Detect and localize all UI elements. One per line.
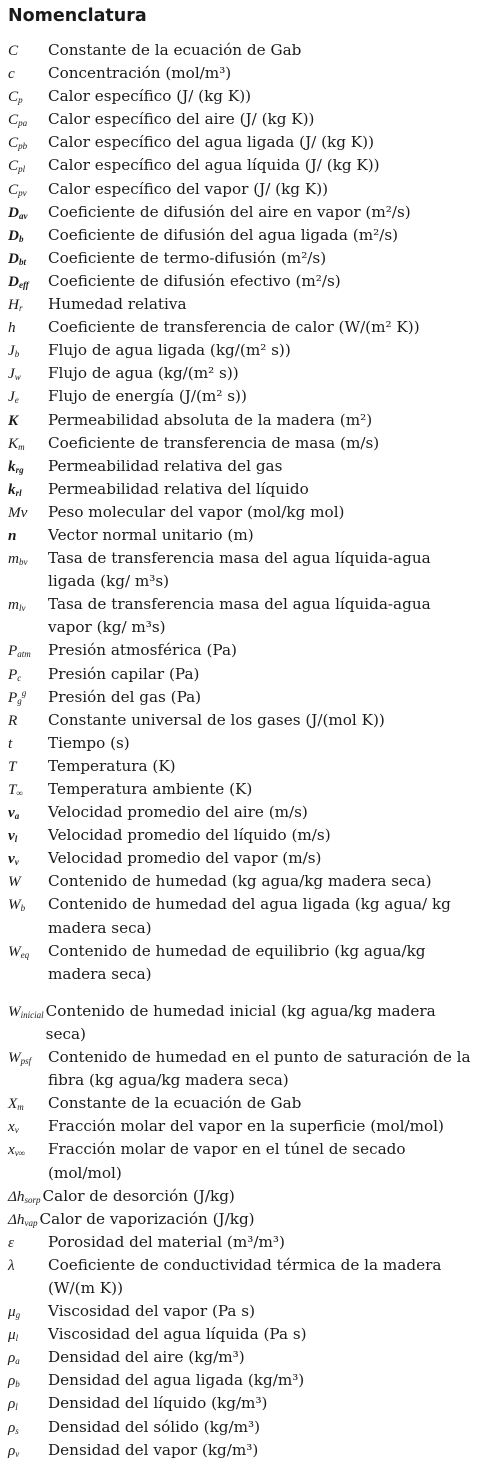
nomenclature-entry — [8, 1185, 478, 1208]
symbol-base: v — [8, 850, 15, 868]
nomenclature-entry — [8, 1092, 478, 1115]
symbol-base: n — [8, 526, 17, 544]
symbol-base: ρ — [8, 1441, 16, 1459]
symbol-subscript: bt — [18, 256, 26, 267]
entry-symbol — [8, 108, 48, 131]
entry-description: Calor específico del agua líquida (J/ (kg K)) — [48, 156, 380, 175]
symbol-subscript: e — [14, 395, 19, 406]
symbol-subscript: pa — [18, 118, 28, 129]
nomenclature-entry — [8, 39, 478, 62]
symbol-subscript: rg — [15, 464, 24, 475]
entry-description: Permeabilidad relativa del líquido — [48, 479, 309, 498]
entry-description: Densidad del líquido (kg/m³) — [48, 1394, 268, 1413]
entry-symbol — [8, 893, 48, 916]
symbol-subscript: pl — [18, 164, 26, 175]
entry-symbol — [8, 339, 48, 362]
nomenclature-entry — [8, 893, 478, 939]
entry-description: Viscosidad del agua líquida (Pa s) — [48, 1325, 307, 1344]
symbol-base: m — [8, 596, 19, 614]
entry-symbol — [8, 547, 48, 570]
symbol-base: k — [8, 457, 16, 475]
entry-description: Densidad del aire (kg/m³) — [48, 1348, 245, 1367]
symbol-base: P — [8, 642, 18, 660]
entry-description: Calor específico del aire (J/ (kg K)) — [48, 110, 315, 129]
entry-symbol — [8, 432, 48, 455]
symbol-subscript: pb — [18, 141, 28, 152]
entry-symbol — [8, 940, 48, 963]
nomenclature-entry — [8, 339, 478, 362]
nomenclature-entry — [8, 247, 478, 270]
entry-description: Coeficiente de difusión efectivo (m²/s) — [48, 271, 341, 290]
symbol-subscript: eq — [20, 949, 30, 960]
symbol-subscript: sorp — [24, 1194, 41, 1205]
nomenclature-entry — [8, 154, 478, 177]
symbol-base: J — [8, 342, 15, 360]
entry-description: Peso molecular del vapor (mol/kg mol) — [48, 502, 345, 521]
entry-description: Contenido de humedad (kg agua/kg madera seca) — [48, 872, 432, 891]
symbol-base: Δh — [8, 1187, 25, 1205]
symbol-base: J — [8, 365, 15, 383]
entry-symbol — [8, 870, 48, 893]
entry-description: Porosidad del material (m³/m³) — [48, 1232, 285, 1251]
symbol-base: h — [8, 319, 16, 337]
entry-symbol — [8, 154, 48, 177]
symbol-subscript: v — [14, 1125, 19, 1136]
entry-symbol — [8, 593, 48, 616]
nomenclature-entry — [8, 1231, 478, 1254]
entry-description: Flujo de energía (J/(m² s)) — [48, 387, 247, 406]
nomenclature-entry — [8, 593, 478, 639]
symbol-base: t — [8, 734, 13, 752]
symbol-subscript: p — [18, 95, 23, 106]
nomenclature-entry — [8, 547, 478, 593]
entry-symbol — [8, 639, 48, 662]
symbol-base: v — [8, 827, 15, 845]
entry-description: Concentración (mol/m³) — [48, 64, 232, 83]
entry-symbol — [8, 1115, 48, 1138]
entry-description: Coeficiente de conductividad térmica de la madera (W/(m K)) — [48, 1255, 442, 1297]
entry-symbol — [8, 524, 48, 547]
entry-description: Presión del gas (Pa) — [48, 687, 202, 706]
nomenclature-entry — [8, 755, 478, 778]
symbol-base: C — [8, 134, 19, 152]
nomenclature-entry — [8, 1254, 478, 1300]
entry-description: Coeficiente de termo-difusión (m²/s) — [48, 248, 327, 267]
nomenclature-entry — [8, 270, 478, 293]
entry-description: Presión capilar (Pa) — [48, 664, 200, 683]
symbol-subscript: l — [14, 834, 18, 845]
entry-description: Calor de vaporización (J/kg) — [39, 1209, 255, 1228]
entry-symbol — [8, 178, 48, 201]
entry-description: Temperatura (K) — [48, 756, 176, 775]
nomenclature-entry — [8, 455, 478, 478]
nomenclature-entry — [8, 1300, 478, 1323]
entry-symbol — [8, 1138, 48, 1161]
symbol-subscript: eff — [18, 279, 29, 290]
nomenclature-entry — [8, 639, 478, 662]
entry-symbol — [8, 824, 48, 847]
entry-description: Densidad del vapor (kg/m³) — [48, 1440, 259, 1459]
nomenclature-entry — [8, 847, 478, 870]
symbol-base: K — [8, 411, 19, 429]
nomenclature-entry — [8, 201, 478, 224]
entry-symbol — [8, 1208, 38, 1231]
nomenclature-entry — [8, 870, 478, 893]
symbol-base: λ — [8, 1256, 15, 1274]
nomenclature-entry — [8, 824, 478, 847]
symbol-base: x — [8, 1118, 15, 1136]
entry-symbol — [8, 247, 48, 270]
symbol-base: C — [8, 42, 19, 59]
entry-description: Humedad relativa — [48, 295, 187, 314]
symbol-base: ρ — [8, 1418, 16, 1436]
nomenclature-entry — [8, 1346, 478, 1369]
entry-description: Tiempo (s) — [48, 733, 130, 752]
entry-description: Constante de la ecuación de Gab — [48, 41, 302, 59]
nomenclature-entry — [8, 432, 478, 455]
symbol-base: μ — [8, 1326, 16, 1344]
symbol-subscript: m — [17, 1102, 24, 1113]
symbol-base: W — [8, 1002, 21, 1020]
symbol-subscript: psf — [20, 1056, 32, 1067]
symbol-base: μ — [8, 1303, 16, 1321]
entry-description: Velocidad promedio del aire (m/s) — [48, 803, 308, 822]
symbol-base: C — [8, 111, 19, 129]
entry-description: Calor específico del agua ligada (J/ (kg K)) — [48, 133, 374, 152]
symbol-base: D — [8, 249, 19, 267]
symbol-base: W — [8, 1049, 21, 1067]
nomenclature-entry — [8, 1046, 478, 1092]
entry-description: Contenido de humedad de equilibrio (kg agua/kg madera seca) — [48, 941, 426, 983]
entry-symbol — [8, 778, 48, 801]
symbol-base: k — [8, 480, 16, 498]
symbol-subscript: g — [15, 1310, 21, 1321]
nomenclature-entry — [8, 1392, 478, 1415]
symbol-base: W — [8, 896, 21, 914]
entry-description: Calor específico del vapor (J/ (kg K)) — [48, 179, 329, 198]
entry-symbol — [8, 686, 48, 709]
symbol-base: H — [8, 296, 19, 314]
symbol-base: m — [8, 550, 19, 568]
nomenclature-entry — [8, 1115, 478, 1138]
symbol-subscript: bv — [18, 557, 28, 568]
entry-description: Contenido de humedad inicial (kg agua/kg madera seca) — [45, 1001, 436, 1043]
entry-description: Coeficiente de transferencia de masa (m/s) — [48, 433, 380, 452]
nomenclature-entry — [8, 85, 478, 108]
symbol-subscript: c — [17, 672, 22, 683]
nomenclature-entry — [8, 108, 478, 131]
entry-symbol — [8, 1185, 41, 1208]
nomenclature-entry — [8, 778, 478, 801]
entry-symbol — [8, 1392, 48, 1415]
entry-symbol — [8, 1300, 48, 1323]
entry-description: Coeficiente de difusión del agua ligada (m²/s) — [48, 225, 399, 244]
symbol-subscript: r — [18, 303, 23, 314]
symbol-base: D — [8, 226, 19, 244]
symbol-subscript: l — [15, 1402, 18, 1413]
entry-description: Contenido de humedad en el punto de saturación de la fibra (kg agua/kg madera seca) — [48, 1048, 471, 1090]
symbol-subscript: rl — [15, 487, 22, 498]
nomenclature-entry — [8, 362, 478, 385]
nomenclature-entry — [8, 709, 478, 732]
symbol-base: T — [8, 757, 17, 775]
entry-description: Fracción molar de vapor en el túnel de secado (mol/mol) — [48, 1140, 406, 1182]
symbol-base: R — [8, 711, 18, 729]
entry-symbol — [8, 1369, 48, 1392]
symbol-base: D — [8, 272, 19, 290]
entry-description: Calor específico (J/ (kg K)) — [48, 87, 252, 106]
nomenclature-entry — [8, 293, 478, 316]
nomenclature-entry — [8, 224, 478, 247]
nomenclature-entry — [8, 1439, 478, 1462]
entry-symbol — [8, 270, 48, 293]
symbol-subscript: inicial — [20, 1009, 44, 1020]
symbol-base: ρ — [8, 1372, 16, 1390]
entry-symbol — [8, 1231, 48, 1254]
entry-description: Coeficiente de transferencia de calor (W/(m² K)) — [48, 318, 420, 337]
symbol-base: Δh — [8, 1210, 25, 1228]
nomenclature-entry — [8, 801, 478, 824]
entry-symbol — [8, 1323, 48, 1346]
nomenclature-entry — [8, 62, 478, 85]
nomenclature-list — [8, 39, 478, 1462]
entry-symbol — [8, 501, 48, 524]
symbol-subscript: atm — [17, 649, 31, 660]
symbol-base: Mv — [8, 503, 28, 521]
entry-symbol — [8, 732, 48, 755]
page-title: Nomenclatura — [8, 6, 147, 26]
symbol-subscript: v∞ — [14, 1148, 26, 1159]
symbol-base: C — [8, 88, 19, 106]
entry-symbol — [8, 1000, 44, 1023]
symbol-subscript: vap — [24, 1217, 38, 1228]
entry-symbol — [8, 39, 48, 62]
entry-symbol — [8, 224, 48, 247]
nomenclature-entry — [8, 501, 478, 524]
entry-symbol — [8, 663, 48, 686]
symbol-subscript: pv — [18, 187, 27, 198]
entry-symbol — [8, 1416, 48, 1439]
nomenclature-entry — [8, 732, 478, 755]
entry-symbol — [8, 1439, 48, 1462]
entry-description: Viscosidad del vapor (Pa s) — [48, 1302, 256, 1321]
entry-symbol — [8, 709, 48, 732]
symbol-subscript: m — [18, 441, 25, 452]
symbol-subscript: v — [14, 857, 19, 868]
nomenclature-entry — [8, 131, 478, 154]
entry-description: Velocidad promedio del líquido (m/s) — [48, 826, 331, 845]
entry-description: Densidad del agua ligada (kg/m³) — [48, 1371, 305, 1390]
entry-symbol — [8, 62, 48, 85]
nomenclature-entry — [8, 940, 478, 986]
symbol-base: T — [8, 781, 17, 798]
symbol-superscript: g — [21, 687, 27, 698]
entry-symbol — [8, 362, 48, 385]
nomenclature-entry — [8, 409, 478, 432]
symbol-base: K — [8, 434, 19, 452]
symbol-base: D — [8, 203, 19, 221]
symbol-subscript: a — [15, 1356, 20, 1367]
entry-description: Contenido de humedad del agua ligada (kg agua/ kg madera seca) — [48, 895, 451, 937]
entry-symbol — [8, 385, 48, 408]
entry-symbol — [8, 293, 48, 316]
entry-symbol — [8, 131, 48, 154]
entry-description: Temperatura ambiente (K) — [48, 780, 253, 798]
entry-symbol — [8, 201, 48, 224]
entry-symbol — [8, 1346, 48, 1369]
nomenclature-entry — [8, 524, 478, 547]
symbol-subscript: b — [20, 903, 26, 914]
nomenclature-entry — [8, 316, 478, 339]
symbol-base: P — [8, 665, 18, 683]
entry-symbol — [8, 801, 48, 824]
nomenclature-entry — [8, 663, 478, 686]
entry-description: Calor de desorción (J/kg) — [42, 1186, 235, 1205]
entry-description: Flujo de agua (kg/(m² s)) — [48, 364, 239, 383]
entry-symbol — [8, 755, 48, 778]
entry-symbol — [8, 316, 48, 339]
symbol-base: C — [8, 180, 19, 198]
symbol-base: J — [8, 388, 15, 406]
symbol-subscript: av — [18, 210, 28, 221]
nomenclature-entry — [8, 686, 478, 709]
entry-description: Permeabilidad relativa del gas — [48, 456, 283, 475]
nomenclature-entry — [8, 1369, 478, 1392]
entry-symbol — [8, 1046, 48, 1069]
symbol-subscript: l — [15, 1333, 19, 1344]
symbol-base: C — [8, 157, 19, 175]
entry-description: Flujo de agua ligada (kg/(m² s)) — [48, 341, 291, 360]
symbol-base: c — [8, 65, 15, 83]
entry-symbol — [8, 847, 48, 870]
entry-description: Vector normal unitario (m) — [48, 525, 254, 544]
symbol-base: ε — [8, 1233, 14, 1251]
nomenclature-entry — [8, 385, 478, 408]
symbol-subscript: w — [14, 372, 21, 383]
symbol-base: x — [8, 1141, 15, 1159]
nomenclature-entry — [8, 178, 478, 201]
nomenclature-entry — [8, 1323, 478, 1346]
entry-symbol — [8, 1092, 48, 1115]
symbol-subscript: g — [17, 695, 22, 706]
entry-symbol — [8, 478, 48, 501]
symbol-subscript: s — [15, 1425, 19, 1436]
symbol-base: W — [8, 942, 21, 960]
entry-description: Tasa de transferencia masa del agua líquida-agua ligada (kg/ m³s) — [48, 549, 431, 591]
entry-symbol — [8, 85, 48, 108]
nomenclature-entry — [8, 1416, 478, 1439]
nomenclature-entry — [8, 1208, 478, 1231]
symbol-base: ρ — [8, 1395, 16, 1413]
entry-description: Constante de la ecuación de Gab — [48, 1094, 302, 1113]
entry-description: Densidad del sólido (kg/m³) — [48, 1417, 261, 1436]
symbol-subscript: ∞ — [16, 788, 23, 798]
entry-symbol — [8, 455, 48, 478]
symbol-base: v — [8, 804, 15, 822]
symbol-subscript: lv — [18, 603, 26, 614]
entry-description: Tasa de transferencia masa del agua líquida-agua vapor (kg/ m³s) — [48, 595, 431, 637]
nomenclature-entry — [8, 478, 478, 501]
entry-description: Constante universal de los gases (J/(mol K)) — [48, 710, 385, 729]
symbol-subscript: b — [15, 1379, 20, 1390]
nomenclature-entry — [8, 1000, 478, 1046]
symbol-subscript: a — [14, 811, 20, 822]
symbol-base: P — [8, 688, 18, 706]
symbol-base: W — [8, 873, 21, 891]
entry-description: Fracción molar del vapor en la superficie (mol/mol) — [48, 1117, 444, 1136]
symbol-subscript: b — [18, 233, 24, 244]
entry-symbol — [8, 409, 48, 432]
nomenclature-entry — [8, 1138, 478, 1184]
symbol-base: X — [8, 1095, 18, 1113]
entry-description: Presión atmosférica (Pa) — [48, 641, 237, 660]
entry-description: Velocidad promedio del vapor (m/s) — [48, 849, 322, 868]
symbol-subscript: v — [15, 1448, 20, 1459]
entry-description: Coeficiente de difusión del aire en vapor (m²/s) — [48, 202, 411, 221]
entry-symbol — [8, 1254, 48, 1277]
entry-description: Permeabilidad absoluta de la madera (m²) — [48, 410, 373, 429]
symbol-subscript: b — [14, 349, 20, 360]
nomenclature-page — [8, 4, 478, 1462]
symbol-base: ρ — [8, 1349, 16, 1367]
